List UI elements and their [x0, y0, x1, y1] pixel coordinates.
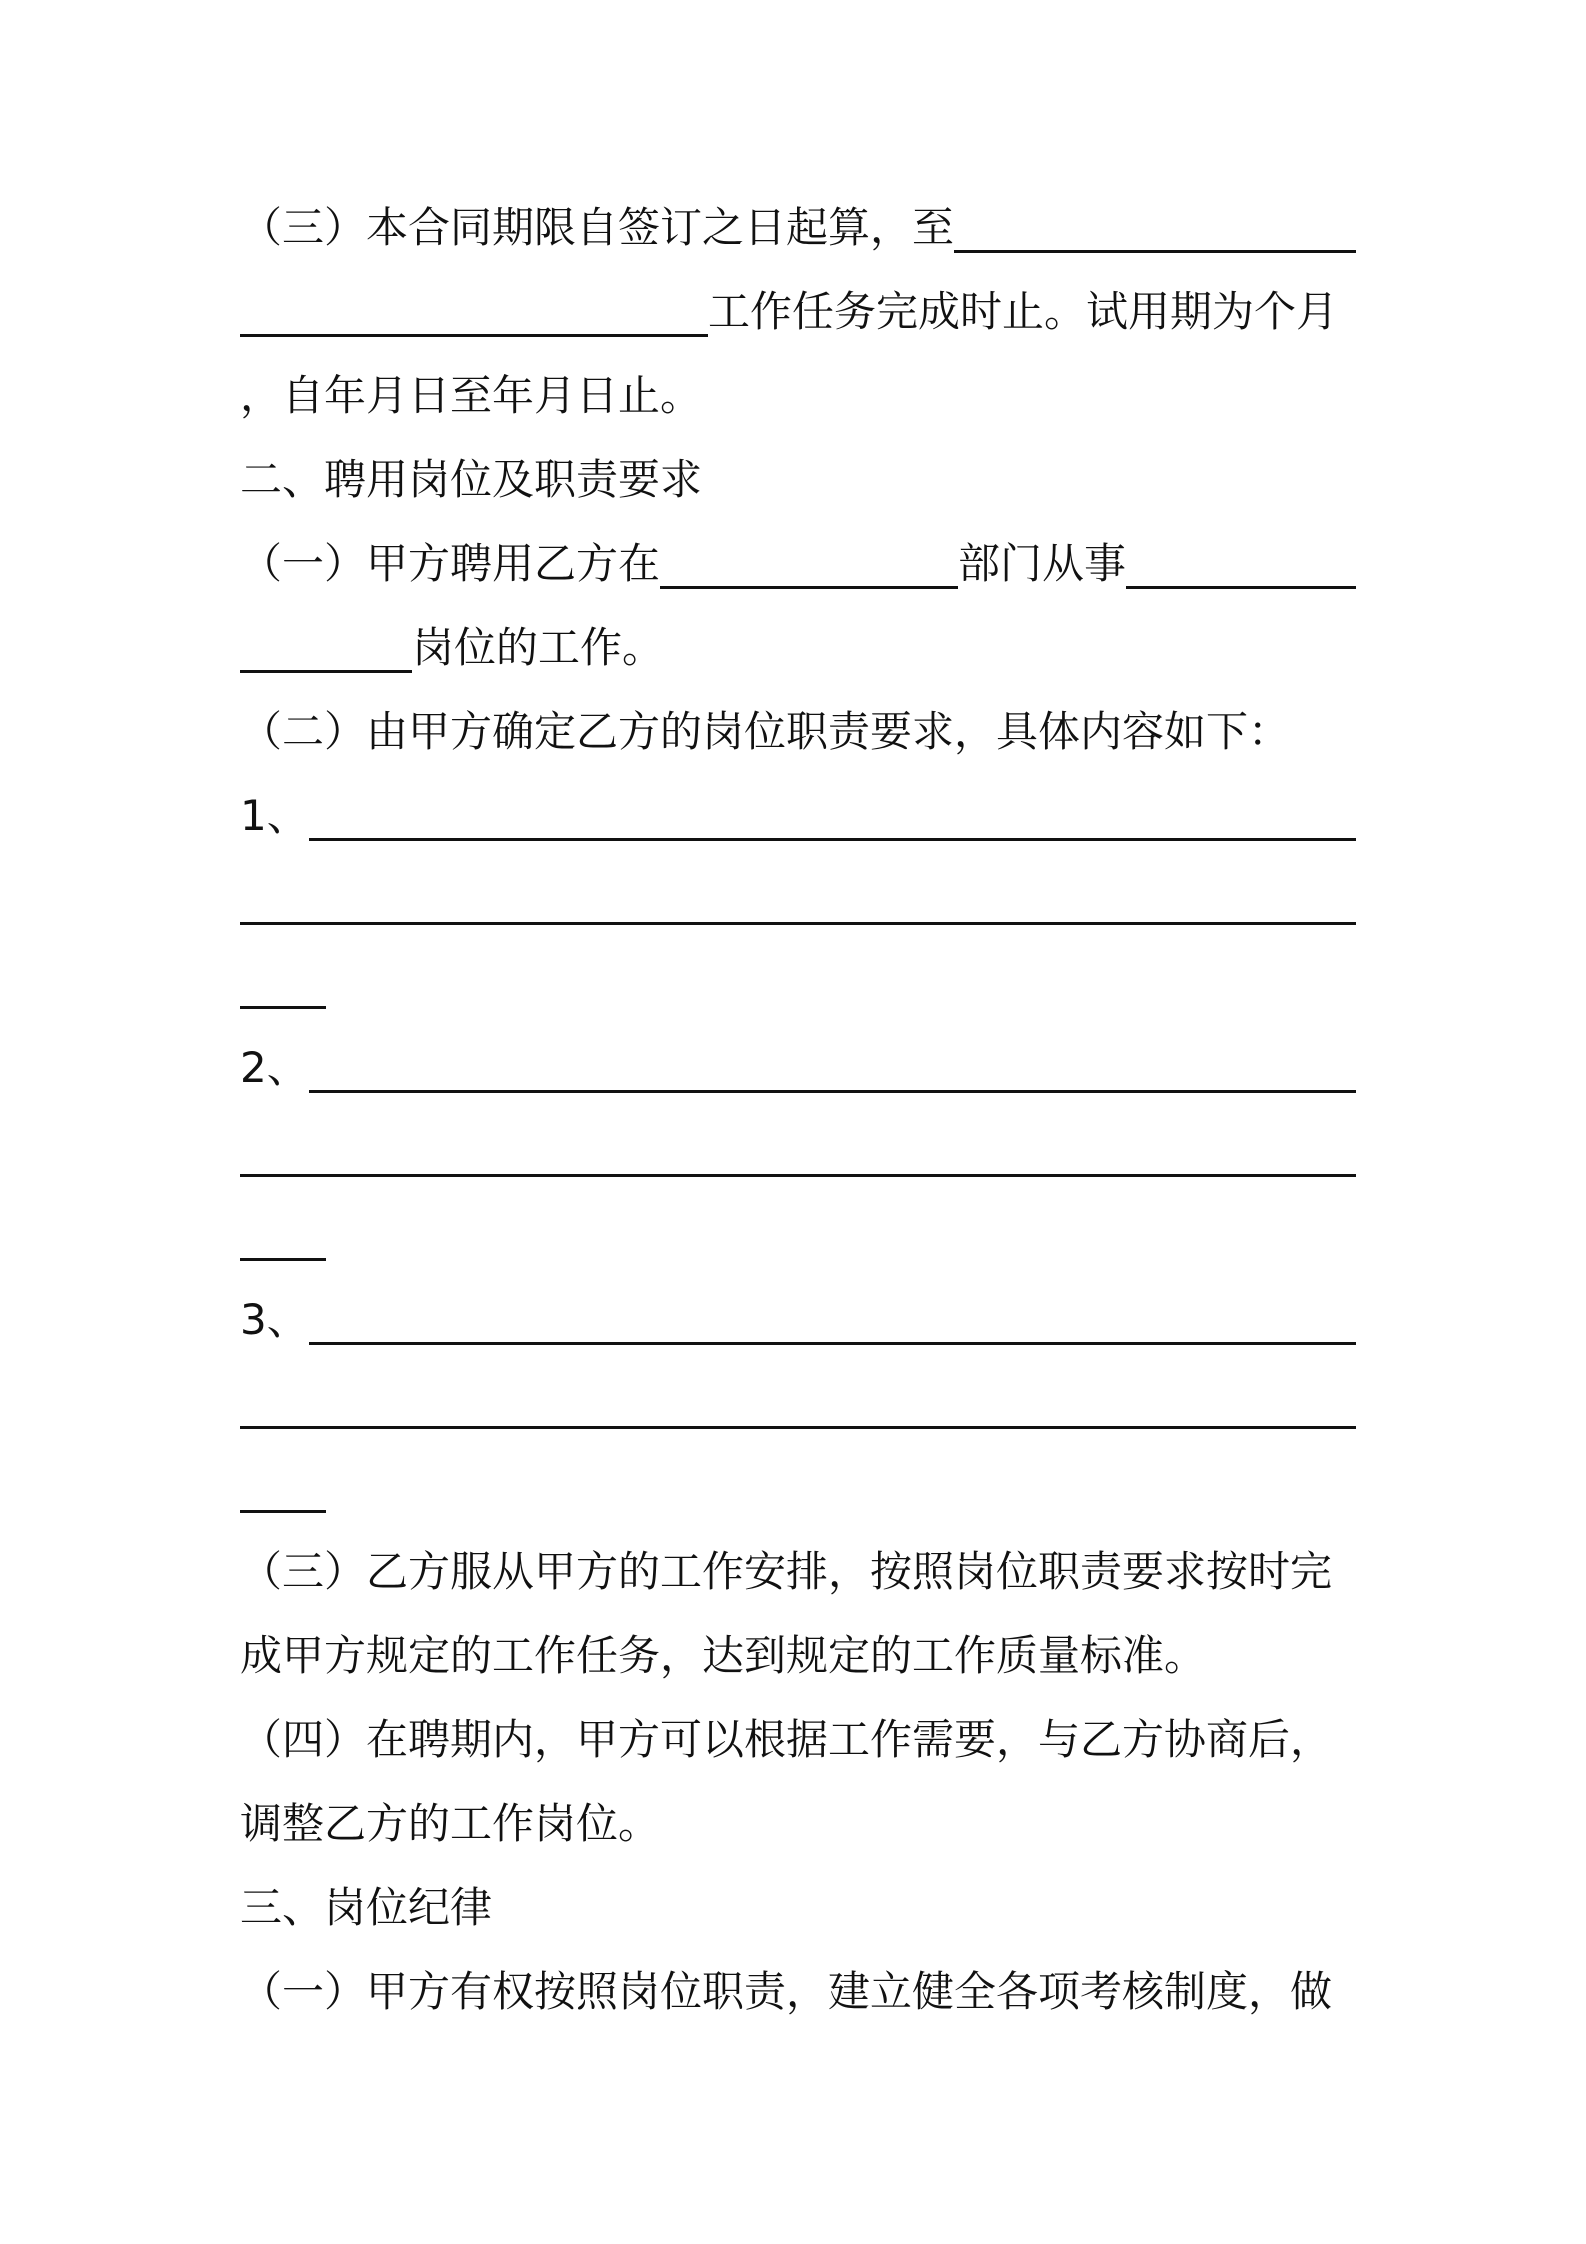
adjust-post-text-1: （四）在聘期内，甲方可以根据工作需要，与乙方协商后，	[240, 1715, 1333, 1764]
adjust-post-text-2: 调整乙方的工作岗位。	[240, 1799, 661, 1848]
duty-item-2-blank[interactable]	[309, 1050, 1356, 1093]
contract-end-blank-continued[interactable]	[240, 294, 708, 337]
duty-item-2-number: 2、	[240, 1043, 309, 1092]
probation-dates-line	[240, 354, 1356, 438]
duty-item-2-blank-2[interactable]	[240, 1134, 1356, 1177]
duty-item-3-blank[interactable]	[309, 1302, 1356, 1345]
contract-end-blank[interactable]	[954, 210, 1356, 253]
position-line-2	[240, 606, 1356, 690]
position-text-b: 部门从事	[958, 539, 1127, 588]
duties-intro-line	[240, 690, 1356, 774]
position-text-c: 岗位的工作。	[412, 623, 665, 672]
obey-arrangement-text-1: （三）乙方服从甲方的工作安排，按照岗位职责要求按时完	[240, 1547, 1333, 1596]
probation-text: 工作任务完成时止。试用期为个月	[708, 287, 1339, 336]
probation-dates-text: ，自年月日至年月日止。	[240, 371, 703, 420]
contract-term-line-1	[240, 186, 1356, 270]
post-blank[interactable]	[1126, 546, 1356, 589]
obey-arrangement-line-1	[240, 1530, 1356, 1614]
section-heading-2	[240, 438, 1356, 522]
duty-item-3-blank-2[interactable]	[240, 1386, 1356, 1429]
position-line-1	[240, 522, 1356, 606]
duty-item-1-cont	[240, 858, 1356, 942]
duty-item-3-end	[240, 1446, 1356, 1530]
duty-item-1	[240, 774, 1356, 858]
duty-item-2-cont	[240, 1110, 1356, 1194]
contract-term-line-2	[240, 270, 1356, 354]
post-blank-continued[interactable]	[240, 630, 412, 673]
section-heading-2-text: 二、聘用岗位及职责要求	[240, 455, 703, 504]
duty-item-2	[240, 1026, 1356, 1110]
duty-item-1-number: 1、	[240, 791, 309, 840]
obey-arrangement-text-2: 成甲方规定的工作任务，达到规定的工作质量标准。	[240, 1631, 1207, 1680]
duty-item-3-blank-3[interactable]	[240, 1470, 326, 1513]
section-heading-3-text: 三、岗位纪律	[240, 1883, 493, 1932]
duty-item-1-end	[240, 942, 1356, 1026]
duty-item-1-blank-2[interactable]	[240, 882, 1356, 925]
duties-intro-text: （二）由甲方确定乙方的岗位职责要求，具体内容如下：	[240, 707, 1291, 756]
duty-item-3-number: 3、	[240, 1295, 309, 1344]
department-blank[interactable]	[660, 546, 958, 589]
adjust-post-line-2	[240, 1782, 1356, 1866]
duty-item-2-end	[240, 1194, 1356, 1278]
section-heading-3	[240, 1866, 1356, 1950]
position-text-a: （一）甲方聘用乙方在	[240, 539, 661, 588]
adjust-post-line-1	[240, 1698, 1356, 1782]
discipline-text-1: （一）甲方有权按照岗位职责，建立健全各项考核制度，做	[240, 1967, 1333, 2016]
duty-item-3-cont	[240, 1362, 1356, 1446]
obey-arrangement-line-2	[240, 1614, 1356, 1698]
duty-item-2-blank-3[interactable]	[240, 1218, 326, 1261]
duty-item-1-blank[interactable]	[309, 798, 1356, 841]
duty-item-3	[240, 1278, 1356, 1362]
discipline-line-1	[240, 1950, 1356, 2034]
duty-item-1-blank-3[interactable]	[240, 966, 326, 1009]
contract-term-text: （三）本合同期限自签订之日起算，至	[240, 203, 955, 252]
